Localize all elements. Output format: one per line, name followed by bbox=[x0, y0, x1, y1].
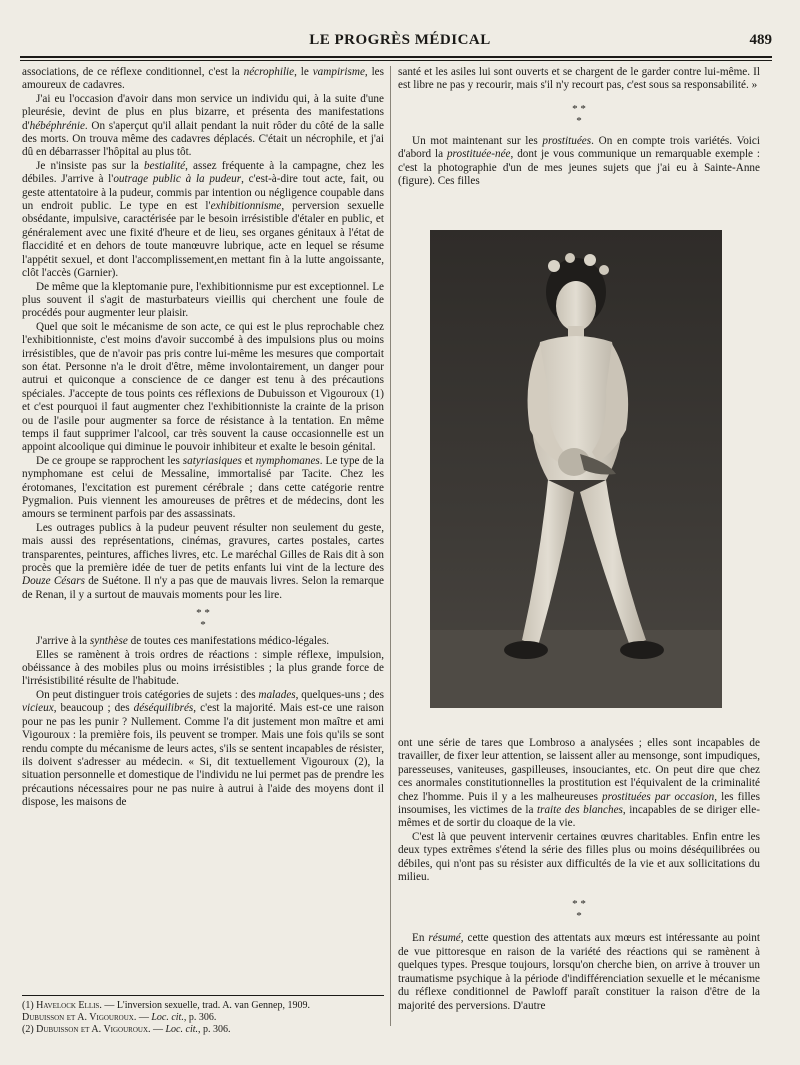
section-stars: * * * bbox=[196, 607, 210, 632]
page-number: 489 bbox=[749, 32, 772, 48]
paragraph: J'ai eu l'occasion d'avoir dans mon service un individu qui, à la suite d'une pleurésie, devint de plus en plus bizarre, et présenta des manifestations d'hébéphrénie. On s'aperçut qu'il allait pendant la nuit rôder du côté de la salle des morts. On trouva même des cadavres déplacés. C'était un nécrophile, et j'ai dû en débarrasser l'hôpital au plus tôt. bbox=[22, 92, 384, 159]
footnote-1: (1) Havelock Ellis. — L'inversion sexuelle, trad. A. van Gennep, 1909. bbox=[22, 1000, 310, 1011]
paragraph: J'arrive à la synthèse de toutes ces manifestations médico-légales. bbox=[36, 635, 330, 648]
paragraph: Je n'insiste pas sur la bestialité, assez fréquente à la campagne, chez les débiles. J'arrive à l'outrage public à la pudeur, c'est-à-dire tout acte, fait, ou geste attentatoire à la pudeur, commis par intention ou négligence coupable dans un endroit public. Le type en est l'exhibitionnisme, perversion sexuelle obsédante, impulsive, caractérisée par le besoin irrésistible d'étaler en public, et généralement avec une fixité d'heure et de lieu, ses organes génitaux à l'état de flaccidité et en dehors de toute manœuvre lubrique, acte en lequel se résume l'appétit sexuel, et dont l'accomplissement,en mettant fin à la lutte angoissante, clôt l'accès (Garnier). bbox=[22, 159, 384, 280]
header-rule-thin bbox=[20, 60, 772, 61]
journal-title: LE PROGRÈS MÉDICAL bbox=[309, 32, 491, 48]
paragraph: C'est là que peuvent intervenir certaines œuvres charitables. Enfin entre les deux types extrêmes s'étend la série des filles plus ou moins déséquilibrées ou débiles, qui n'ont pas su résister aux difficultés de la vie et aux sollicitations du milieu. bbox=[398, 830, 760, 884]
paragraph: ont une série de tares que Lombroso a analysées ; elles sont incapables de travailler, de fixer leur attention, se laissent aller au mensonge, sont impudiques, paresseuses, vaniteuses, gaspilleuses, insouciantes, etc. On peut dire que chez ces anormales constitutionnelles la prostitution est l'équivalent de la criminalité chez l'homme. Puis il y a les malheureuses prostituées par occasion, les filles insoumises, les victimes de la traite des blanches, incapables de se diriger elle-mêmes et de sortir du cloaque de la vie. bbox=[398, 737, 760, 830]
photograph-image bbox=[430, 230, 722, 708]
paragraph: Un mot maintenant sur les prostituées. On en compte trois variétés. Voici d'abord la prostituée-née, dont je vous communique un remarquable exemple : c'est la photographie d'un de mes jeunes sujets que j'ai eu à Sainte-Anne (figure). Ces filles bbox=[398, 134, 760, 188]
footnote-2: (2) Dubuisson et A. Vigouroux. — Loc. cit., p. 306. bbox=[22, 1023, 231, 1035]
paragraph: associations, de ce réflexe conditionnel, c'est la nécrophilie, le vampirisme, les amoureux de cadavres. bbox=[22, 66, 384, 92]
paragraph: Elles se ramènent à trois ordres de réactions : simple réflexe, impulsion, obéissance à des mobiles plus ou moins irrésistibles ; la plus grande force de l'irrésistibilité résulte de l'habitude. bbox=[22, 648, 384, 688]
running-header bbox=[20, 30, 780, 52]
footnotes bbox=[22, 1000, 384, 1035]
paragraph: De même que la kleptomanie pure, l'exhibitionnisme pur est exceptionnel. Le plus souvent il s'agit de masturbateurs vieillis qui cherchent une foule de procédés pour augmenter leur plaisir. bbox=[22, 280, 384, 320]
paragraph: On peut distinguer trois catégories de sujets : des malades, quelques-uns ; des vicieux, beaucoup ; des déséquilibrés, c'est la majorité. Mais est-ce une raison pour ne pas les punir ? Nullement. Comme l'a dit justement mon maître et ami Vigouroux : la première fois, ils peuvent se tromper. Mais une fois qu'ils se sont rendu compte du mécanisme de leurs actes, s'ils se sentent incapables de résister, ils doivent s'adresser au médecin. « Si, dit textuellement Vigouroux (2), la situation personnelle et domestique de l'individu ne lui permet pas de prendre les précautions nécessaires pour ne pas nuire à autrui à l'aide des moyens dont il dispose, les maisons de bbox=[22, 688, 384, 809]
section-stars: * * * bbox=[572, 898, 586, 923]
left-column bbox=[22, 66, 384, 1000]
footnote-rule bbox=[22, 995, 384, 996]
section-stars: * * * bbox=[572, 102, 586, 127]
paragraph: Quel que soit le mécanisme de son acte, ce qui est le plus reprochable chez l'exhibitionniste, c'est moins d'avoir succombé à des impulsions plus ou moins irrésistibles, que de n'avoir pas pris contre lui-même les mesures que comportait son état. Personne n'a le droit d'être, même involontairement, un danger pour autrui et quiconque a conscience de ce danger est tenu à des précautions spéciales. J'accepte de tous points ces réflexions de Dubuisson et Vigouroux (1) et c'est pourquoi il faut augmenter chez l'exhibitionniste la crainte de la prison ou de l'asile pour augmenter sa force de résistance à la tentation. En même temps il faut supprimer l'alcool, car très souvent la cause occasionnelle est un appoint alcoolique qui diminue le pouvoir inhibiteur et exalte le besoin génital. bbox=[22, 320, 384, 454]
header-rule-thick bbox=[20, 56, 772, 58]
right-column-bottom bbox=[398, 737, 760, 1017]
paragraph: santé et les asiles lui sont ouverts et se chargent de le garder contre lui-même. Il est libre ne pas y recourir, mais s'il n'y recourt pas, c'est sous sa responsabilité. » bbox=[398, 66, 760, 92]
footnote-1-cont: Dubuisson et A. Vigouroux. — Loc. cit., p. 306. bbox=[22, 1011, 217, 1023]
column-divider bbox=[390, 66, 391, 1026]
right-column-top bbox=[398, 66, 760, 226]
paragraph: De ce groupe se rapprochent les satyriasiques et nymphomanes. Le type de la nymphomane est celui de Messaline, immortalisé par Tacite. Chez les érotomanes, l'excitation est purement cérébrale ; dans cette catégorie rentre Pygmalion. Puis viennent les amoureuses de prêtres et de médecins, dont les amours se terminent parfois par des assassinats. bbox=[22, 454, 384, 521]
photograph-figure bbox=[430, 230, 722, 708]
paragraph: Les outrages publics à la pudeur peuvent résulter non seulement du geste, mais aussi des représentations, cinémas, gravures, cartes postales, cartes transparentes, peintures, affiches livres, etc. Le maréchal Gilles de Rais dit à son procès que la première idée de tuer de petits enfants lui vint de la lecture des Douze Césars de Suétone. Il n'y a pas que de mauvais livres. Selon la remarque de Renan, il y a surtout de mauvais moments pour les lire. bbox=[22, 521, 384, 601]
paragraph: En résumé, cette question des attentats aux mœurs est intéressante au point de vue pittoresque en raison de la variété des réactions qui se ramènent à quelques types. Presque toujours, lorsqu'on cherche bien, on arrive à trouver un traumatisme psychique à la période d'indifférenciation sexuelle et le mécanisme du réflexe conditionnel de Pawloff paraît constituer la raison d'être de la majorité des perversions. D'autre bbox=[398, 932, 760, 1012]
